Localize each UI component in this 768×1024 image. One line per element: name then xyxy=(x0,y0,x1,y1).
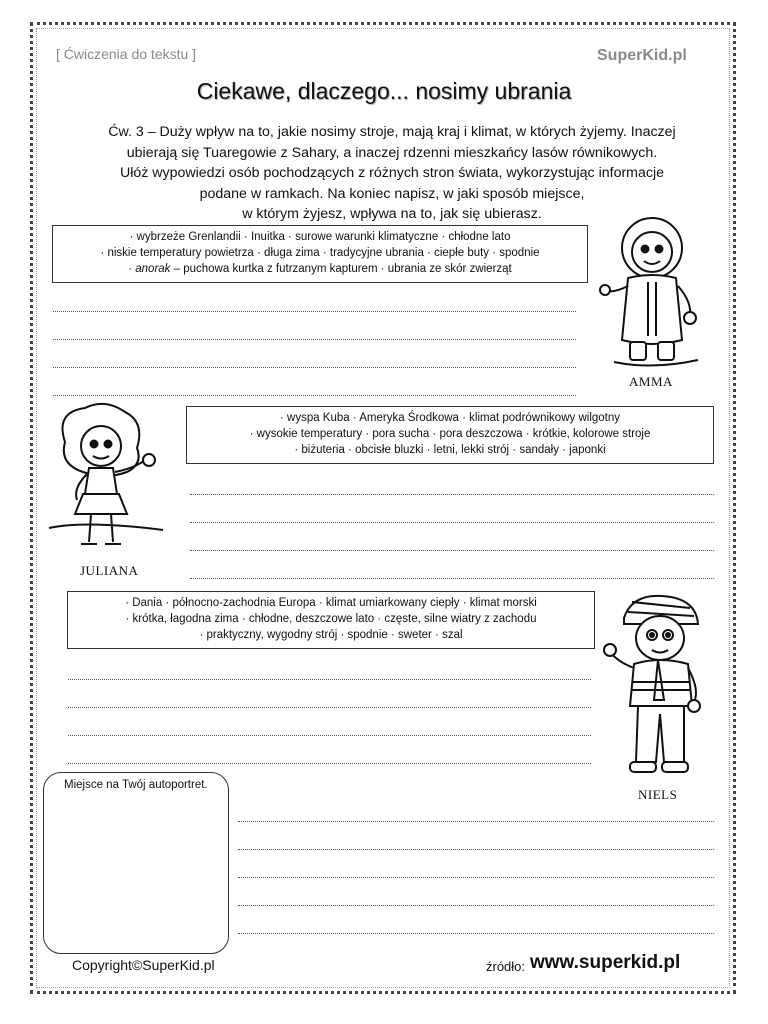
info-line: · wyspa Kuba · Ameryka Środkowa · klimat podrównikowy wilgotny xyxy=(279,412,621,424)
instruction-line: ubierają się Tuaregowie z Sahary, a inaczej rdzenni mieszkańcy lasów równikowych. xyxy=(126,144,658,161)
info-line: · anorak – puchowa kurtka z futrzanym kapturem · ubrania ze skór zwierząt xyxy=(128,263,512,275)
info-box-amma xyxy=(52,225,588,283)
answer-line[interactable] xyxy=(238,933,714,934)
answer-line[interactable] xyxy=(190,494,714,495)
answer-line[interactable] xyxy=(53,311,576,312)
worksheet-title: Ciekawe, dlaczego... nosimy ubrania xyxy=(196,78,572,104)
answer-line[interactable] xyxy=(238,821,714,822)
juliana-illustration xyxy=(45,402,165,562)
self-portrait-box[interactable] xyxy=(43,772,229,954)
instruction-line: Ćw. 3 – Duży wpływ na to, jakie nosimy stroje, mają kraj i klimat, w których żyjemy. Inaczej xyxy=(108,124,676,140)
answer-line[interactable] xyxy=(190,550,714,551)
instruction-line: Ułóż wypowiedzi osób pochodzących z różnych stron świata, wykorzystując informacje xyxy=(119,165,665,181)
answer-line[interactable] xyxy=(68,735,591,736)
answer-line[interactable] xyxy=(68,707,591,708)
copyright-text: Copyright©SuperKid.pl xyxy=(72,957,215,973)
source-link[interactable]: www.superkid.pl xyxy=(530,952,681,973)
info-line: · wybrzeże Grenlandii · Inuitka · surowe warunki klimatyczne · chłodne lato xyxy=(129,231,511,243)
answer-line[interactable] xyxy=(68,763,591,764)
answer-line[interactable] xyxy=(190,522,714,523)
character-name-amma: AMMA xyxy=(629,374,673,389)
exercise-instructions xyxy=(76,122,708,225)
info-box-niels xyxy=(67,591,595,649)
answer-line[interactable] xyxy=(190,578,714,579)
niels-illustration xyxy=(602,590,714,786)
section-tag: [ Ćwiczenia do tekstu ] xyxy=(56,46,197,62)
answer-line[interactable] xyxy=(238,849,714,850)
answer-line[interactable] xyxy=(53,339,576,340)
brand-logo-text: SuperKid.pl xyxy=(597,47,687,64)
info-line: · Dania · północno-zachodnia Europa · klimat umiarkowany ciepły · klimat morski xyxy=(125,597,537,609)
amma-illustration xyxy=(600,212,710,370)
info-line: · krótka, łagodna zima · chłodne, deszczowe lato · częste, silne wiatry z zachodu xyxy=(125,613,537,625)
answer-line[interactable] xyxy=(53,395,576,396)
answer-line[interactable] xyxy=(238,877,714,878)
self-portrait-label: Miejsce na Twój autoportret. xyxy=(64,779,208,791)
instruction-line: podane w ramkach. Na koniec napisz, w jaki sposób miejsce, xyxy=(199,185,585,202)
character-name-niels: NIELS xyxy=(638,787,678,802)
source-label: źródło: xyxy=(486,959,526,974)
info-line: · niskie temperatury powietrza · długa zima · tradycyjne ubrania · ciepłe buty · spodnie xyxy=(100,247,540,259)
answer-line[interactable] xyxy=(68,679,591,680)
instruction-line: w którym żyjesz, wpływa na to, jak się ubierasz. xyxy=(242,206,542,222)
info-line: · praktyczny, wygodny strój · spodnie · sweter · szal xyxy=(199,629,463,641)
info-box-juliana xyxy=(186,406,714,464)
character-name-juliana: JULIANA xyxy=(80,563,139,578)
info-line: · wysokie temperatury · pora sucha · pora deszczowa · krótkie, kolorowe stroje xyxy=(249,428,651,440)
term-anorak: anorak xyxy=(135,263,171,275)
answer-line[interactable] xyxy=(53,367,576,368)
answer-line[interactable] xyxy=(238,905,714,906)
info-line: · biżuteria · obcisłe bluzki · letni, lekki strój · sandały · japonki xyxy=(294,444,606,456)
